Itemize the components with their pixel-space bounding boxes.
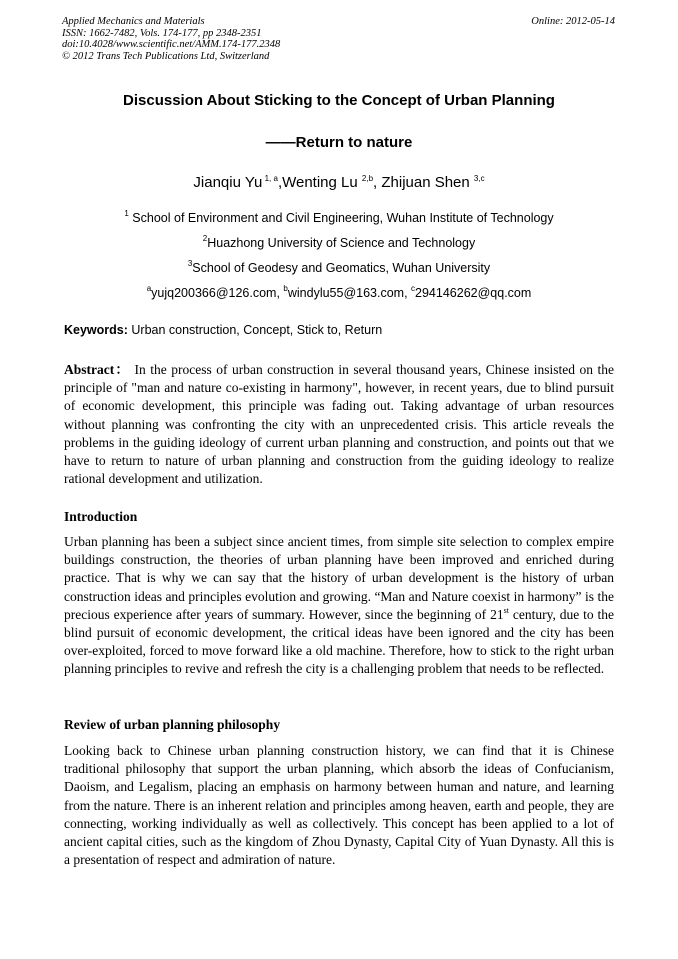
author-list [0,174,678,191]
author-sup: 2,b [361,174,374,183]
email-line: $^a$yujq200366@126.com, $^b$windylu55@163.com, $^c$294146262@qq.com [146,284,532,300]
keywords-label: Keywords: [64,323,128,337]
doi-line: doi:10.4028/www.scientific.net/AMM.174-177.2348 [62,39,281,50]
affiliation-sup: 1 [124,209,129,218]
author-name: Jianqiu Yu [193,174,263,191]
abstract-label: Abstract： [64,362,130,377]
journal-name: Applied Mechanics and Materials [62,16,205,27]
keywords-text: Urban construction, Concept, Stick to, Return [127,323,383,337]
paper-subtitle: ——Return to nature [265,134,413,151]
author-sup: 1, a [264,174,278,183]
affiliation-2: $^2$Huazhong University of Science and Technology [202,234,476,250]
author-name: , Zhijuan Shen [373,174,470,191]
author-sup: 3,c [473,174,485,183]
affiliation-sup: 3 [187,259,193,268]
copyright-line: © 2012 Trans Tech Publications Ltd, Switzerland [62,50,270,62]
affiliation-3: $^3$School of Geodesy and Geomatics, Wuhan University [187,259,491,275]
abstract [64,361,614,488]
online-date: Online: 2012-05-14 [531,16,615,27]
journal-header [62,16,615,62]
issn-line: ISSN: 1662-7482, Vols. 174-177, pp 2348-2351 [62,27,262,39]
review-heading: Review of urban planning philosophy [64,717,281,732]
affiliation-sup: 2 [202,234,208,243]
keywords [64,323,382,337]
email-b: windylu55@163.com, [287,286,412,300]
review-paragraph: Looking back to Chinese urban planning construction history, we can find that it is Chinese traditional philosophy that support the urban planning, which absorb the ideas of Confucianism, Daoism, and Legalism, placing an emphasis on harmony between human and nature, and learning from the nature. There is an inherent relation and principles among heaven, earth and people, they are connecting, working individually as well as collectively. This concept has been applied to a lot of ancient capital cities, such as the kingdom of Zhou Dynasty, Capital City of Yuan Dynasty. All this is a presentation of respect and admiration of nature. [64,743,614,868]
introduction-paragraph: Urban planning has been a subject since ancient times, from simple site selection to complex empire buildings construction, the theories of urban planning have been improved and enriched during practice. That is why we can say that the history of urban development is the history of urban construction ideas and principles evolution and growing. “Man and Nature coexist in harmony” is the precious experience after years of summary. However, since the beginning of 21st century, due to the blind pursuit of economic development, the critical ideas have been ignored and the city has been over-exploited, forced to move forward like a old machine. Therefore, how to stick to the right urban planning principles to revive and refresh the city is a challenging problem that needs to be reflected. [64,534,615,677]
author-name: ,Wenting Lu [277,174,358,191]
email-a: yujq200366@126.com, [151,286,284,300]
email-c: 294146262@qq.com [415,286,532,300]
paper-title: Discussion About Sticking to the Concept of Urban Planning [123,92,555,109]
abstract-text: In the process of urban construction in several thousand years, Chinese insisted on the principle of "man and nature co-existing in harmony", however, in recent years, due to blind pursuit of economic development, this principle was fading out. Taking advantage of urban resources without planning was confronting the city with an unprecedented crisis. This article reveals the problems in the guiding ideology of current urban planning and construction, and points out that we have to return to nature of urban planning and construction from the guiding ideology to realize rational development and utilization. [64,362,614,487]
affiliation-1: $^1$ School of Environment and Civil Engineering, Wuhan Institute of Technology [124,209,554,225]
introduction-heading: Introduction [64,509,138,524]
